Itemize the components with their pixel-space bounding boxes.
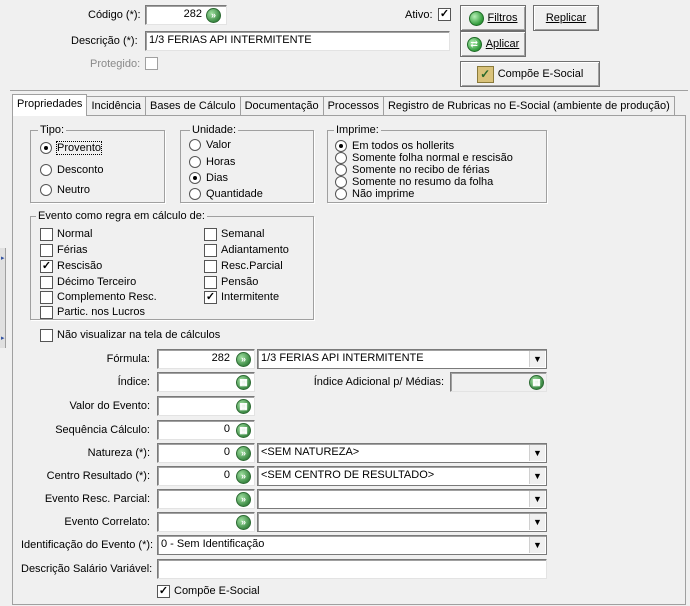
tipo-desconto-label: Desconto: [57, 164, 104, 176]
indice-label: Índice:: [117, 376, 150, 388]
tipo-title: Tipo:: [40, 124, 65, 136]
evento-resc-label: Evento Resc. Parcial:: [44, 493, 150, 505]
evento-adiantamento-checkbox[interactable]: [204, 244, 217, 257]
imprime-ferias-radio[interactable]: [335, 164, 347, 176]
tab-registro-rubricas[interactable]: Registro de Rubricas no E-Social (ambiente de produção): [383, 96, 675, 116]
evento-rescisao-checkbox[interactable]: ✓: [41, 260, 52, 272]
ativo-checkbox[interactable]: ✓: [439, 8, 450, 20]
formula-select-value: 1/3 FERIAS API INTERMITENTE: [261, 352, 424, 364]
descricao-salario-field[interactable]: [157, 559, 547, 579]
tab-strip: [12, 94, 674, 115]
evento-decimo-label: Décimo Terceiro: [57, 276, 137, 288]
evento-ferias-label: Férias: [57, 244, 88, 256]
tipo-provento-label: Provento: [57, 142, 102, 154]
imprime-folha-radio[interactable]: [335, 152, 347, 164]
splitter-arrow-icon: ▸: [1, 255, 5, 262]
identificacao-label: Identificação do Evento (*):: [21, 539, 154, 551]
splitter-arrow-icon: ▸: [1, 335, 5, 342]
unidade-valor-label: Valor: [206, 139, 231, 151]
unidade-horas-radio[interactable]: [189, 156, 201, 168]
centro-select[interactable]: [257, 466, 547, 486]
left-splitter[interactable]: [0, 248, 6, 348]
formula-lookup-icon[interactable]: »: [236, 352, 251, 367]
imprime-nao-radio[interactable]: [335, 188, 347, 200]
imprime-folha-label: Somente folha normal e rescisão: [352, 152, 513, 164]
tab-propriedades[interactable]: Propriedades: [12, 94, 87, 116]
codigo-label: Código (*):: [88, 9, 141, 21]
valor-evento-calc-icon[interactable]: ▦: [236, 399, 251, 414]
indice-adicional-calc-icon[interactable]: ▦: [529, 375, 544, 390]
tab-documentacao[interactable]: Documentação: [240, 96, 324, 116]
centro-select-value: <SEM CENTRO DE RESULTADO>: [261, 469, 435, 481]
header-divider: [10, 90, 688, 91]
unidade-quantidade-radio[interactable]: [189, 188, 201, 200]
evento-resc-lookup-icon[interactable]: »: [236, 492, 251, 507]
filtros-label: Filtros: [487, 12, 518, 24]
centro-lookup-icon[interactable]: »: [236, 469, 251, 484]
centro-code-field[interactable]: 0: [157, 466, 255, 486]
evento-correlato-label: Evento Correlato:: [64, 516, 150, 528]
evento-title: Evento como regra em cálculo de:: [38, 210, 205, 222]
evento-resc-parcial-checkbox[interactable]: [204, 260, 217, 273]
aplicar-button[interactable]: [460, 31, 526, 57]
sequencia-label: Sequência Cálculo:: [55, 424, 150, 436]
sequencia-calc-icon[interactable]: ▦: [236, 423, 251, 438]
codigo-field[interactable]: 282: [145, 5, 227, 25]
evento-complemento-label: Complemento Resc.: [57, 291, 157, 303]
esocial-icon: ✓: [477, 66, 494, 83]
unidade-valor-radio[interactable]: [189, 139, 201, 151]
descricao-field[interactable]: 1/3 FERIAS API INTERMITENTE: [145, 31, 450, 51]
evento-lucros-checkbox[interactable]: [40, 306, 53, 319]
sequencia-field[interactable]: 0: [157, 420, 255, 440]
tab-processos[interactable]: Processos: [323, 96, 384, 116]
tipo-neutro-radio[interactable]: [40, 184, 52, 196]
evento-rescisao-label: Rescisão: [57, 260, 103, 272]
filtros-button[interactable]: [460, 5, 526, 31]
evento-semanal-checkbox[interactable]: [204, 228, 217, 241]
ativo-label: Ativo:: [405, 9, 433, 21]
imprime-title: Imprime:: [336, 124, 379, 136]
tipo-neutro-label: Neutro: [57, 184, 91, 196]
lookup-icon[interactable]: »: [206, 8, 221, 23]
imprime-nao-label: Não imprime: [352, 188, 415, 200]
compoe-esocial-button-label: Compõe E-Social: [497, 68, 584, 80]
evento-decimo-checkbox[interactable]: [40, 276, 53, 289]
evento-adiantamento-label: Adiantamento: [221, 244, 289, 256]
imprime-todos-label: Em todos os hollerits: [352, 140, 455, 152]
formula-code-field[interactable]: 282: [157, 349, 255, 369]
evento-normal-checkbox[interactable]: [40, 228, 53, 241]
descricao-salario-label: Descrição Salário Variável:: [21, 563, 153, 575]
descricao-label: Descrição (*):: [71, 35, 138, 47]
natureza-select-value: <SEM NATUREZA>: [261, 446, 360, 458]
identificacao-select[interactable]: [157, 535, 547, 555]
evento-pensao-label: Pensão: [221, 276, 259, 288]
evento-pensao-checkbox[interactable]: [204, 276, 217, 289]
nao-visualizar-label: Não visualizar na tela de cálculos: [57, 329, 221, 341]
formula-select[interactable]: [257, 349, 547, 369]
formula-label: Fórmula:: [106, 353, 150, 365]
indice-calc-icon[interactable]: ▦: [236, 375, 251, 390]
tipo-provento-radio[interactable]: [40, 142, 52, 154]
chevron-down-icon: ▼: [529, 537, 545, 553]
protegido-label: Protegido:: [90, 58, 141, 70]
evento-intermitente-label: Intermitente: [221, 291, 280, 303]
nao-visualizar-checkbox[interactable]: [40, 329, 53, 342]
compoe-esocial-label: Compõe E-Social: [174, 585, 260, 597]
natureza-select[interactable]: [257, 443, 547, 463]
evento-lucros-label: Partic. nos Lucros: [57, 306, 146, 318]
compoe-esocial-checkbox[interactable]: ✓: [158, 585, 169, 597]
filter-icon: [469, 11, 484, 26]
chevron-down-icon: ▼: [529, 514, 545, 530]
evento-normal-label: Normal: [57, 228, 93, 240]
evento-resc-select[interactable]: [257, 489, 547, 509]
unidade-horas-label: Horas: [206, 156, 236, 168]
identificacao-select-value: 0 - Sem Identificação: [161, 538, 265, 550]
replicar-label: Replicar: [545, 12, 587, 24]
tab-incidencia[interactable]: Incidência: [86, 96, 146, 116]
unidade-title: Unidade:: [192, 124, 237, 136]
imprime-resumo-label: Somente no resumo da folha: [352, 176, 494, 188]
imprime-resumo-radio[interactable]: [335, 176, 347, 188]
apply-icon: ⇄: [467, 37, 482, 52]
chevron-down-icon: ▼: [529, 491, 545, 507]
natureza-lookup-icon[interactable]: »: [236, 446, 251, 461]
natureza-label: Natureza (*):: [87, 447, 150, 459]
chevron-down-icon: ▼: [529, 445, 545, 461]
unidade-quantidade-label: Quantidade: [206, 188, 263, 200]
compoe-esocial-button[interactable]: [460, 61, 600, 87]
imprime-ferias-label: Somente no recibo de férias: [352, 164, 490, 176]
aplicar-label: Aplicar: [485, 38, 520, 50]
unidade-dias-label: Dias: [206, 172, 229, 184]
replicar-button[interactable]: [533, 5, 599, 31]
unidade-dias-radio[interactable]: [189, 172, 201, 184]
evento-semanal-label: Semanal: [221, 228, 265, 240]
evento-resc-parcial-label: Resc.Parcial: [221, 260, 283, 272]
valor-evento-label: Valor do Evento:: [69, 400, 150, 412]
evento-correlato-select[interactable]: [257, 512, 547, 532]
chevron-down-icon: ▼: [529, 468, 545, 484]
tipo-desconto-radio[interactable]: [40, 164, 52, 176]
evento-correlato-lookup-icon[interactable]: »: [236, 515, 251, 530]
imprime-todos-radio[interactable]: [335, 140, 347, 152]
evento-complemento-checkbox[interactable]: [40, 291, 53, 304]
chevron-down-icon: ▼: [529, 351, 545, 367]
centro-label: Centro Resultado (*):: [46, 470, 150, 482]
evento-intermitente-checkbox[interactable]: ✓: [205, 291, 216, 303]
evento-ferias-checkbox[interactable]: [40, 244, 53, 257]
tab-bases-calculo[interactable]: Bases de Cálculo: [145, 96, 241, 116]
indice-adicional-label: Índice Adicional p/ Médias:: [313, 376, 444, 388]
protegido-checkbox: [145, 57, 158, 70]
natureza-code-field[interactable]: 0: [157, 443, 255, 463]
